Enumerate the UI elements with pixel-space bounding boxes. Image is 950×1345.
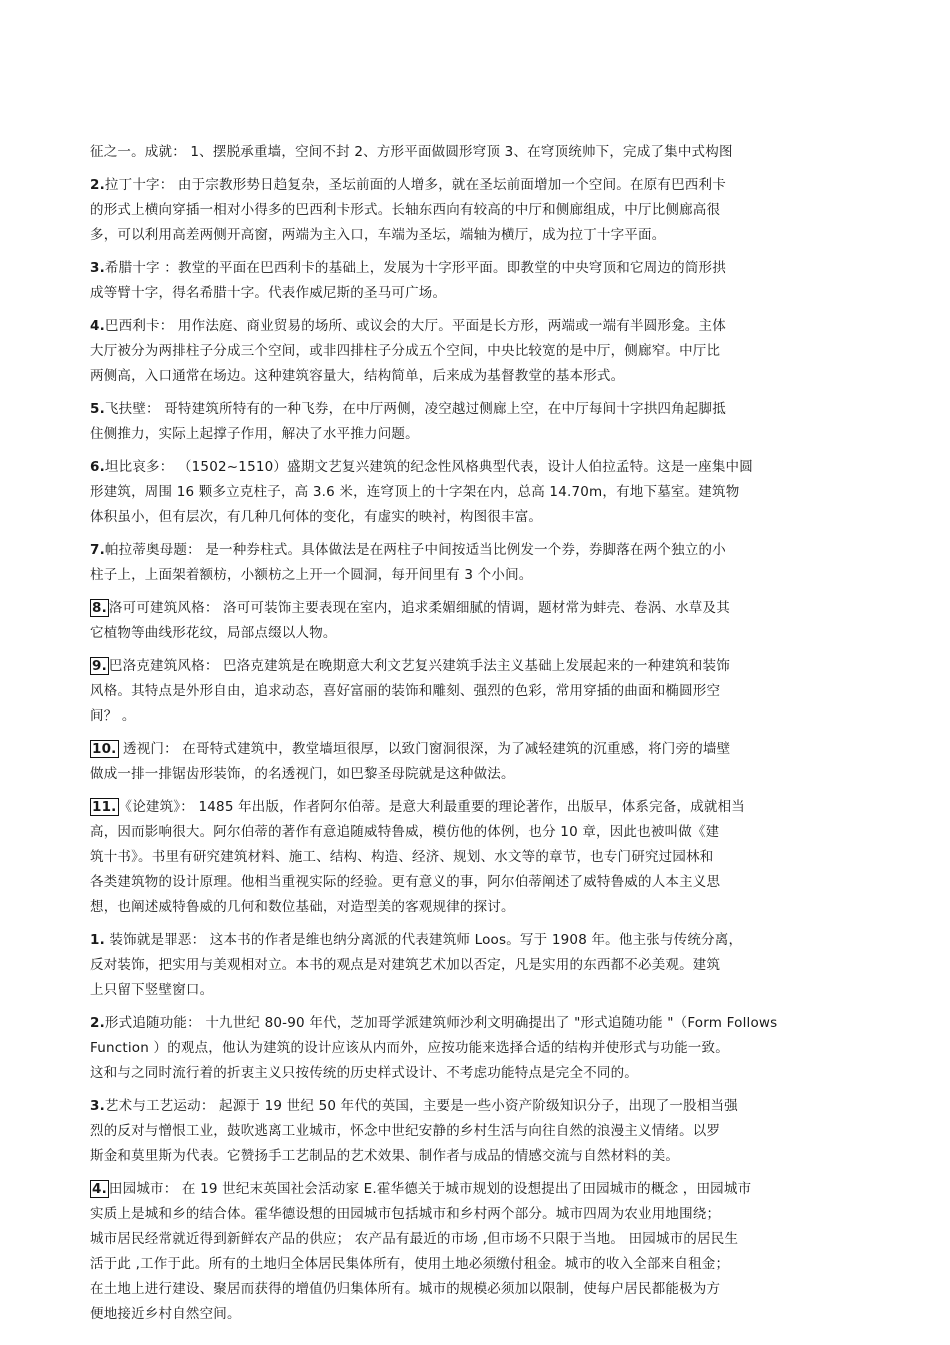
text-line <box>90 339 862 364</box>
line-text: 斯金和莫里斯为代表。它赞扬手工艺制品的艺术效果、制作者与成品的情感交流与自然材料的美。 <box>90 1148 680 1164</box>
line-text: 艺术与工艺运动： 起源于 19 世纪 50 年代的英国，主要是一些小资产阶级知识分子，出现了一股相当强 <box>104 1098 738 1114</box>
paragraph-q4 <box>90 1177 862 1327</box>
text-line <box>90 1277 862 1302</box>
text-line <box>90 621 862 646</box>
line-text: 高，因而影响很大。阿尔伯蒂的著作有意追随威特鲁威，模仿他的体例，也分 10 章，因此也被叫做《建 <box>90 824 720 840</box>
text-line <box>90 563 862 588</box>
line-text: 体积虽小，但有层次，有几种几何体的变化，有虚实的映衬，构图很丰富。 <box>90 509 543 525</box>
line-text: 帕拉蒂奥母题： 是一种券柱式。具体做法是在两柱子中间按适当比例发一个券，券脚落在两个独立的小 <box>104 542 726 558</box>
line-text: 装饰就是罪恶： 这本书的作者是维也纳分离派的代表建筑师 Loos。写于 1908 年。他主张与传统分离， <box>104 932 743 948</box>
line-text: 的形式上横向穿插一相对小得多的巴西利卡形式。长轴东西向有较高的中厅和侧廊组成，中厅比侧廊高很 <box>90 202 721 218</box>
item-number: 7. <box>90 542 105 558</box>
line-text: 想，也阐述威特鲁威的几何和数位基础，对造型美的客观规律的探讨。 <box>90 899 515 915</box>
line-text: 巴西利卡： 用作法庭、商业贸易的场所、或议会的大厅。平面是长方形，两端或一端有半圆形龛。主体 <box>104 318 726 334</box>
text-line <box>90 538 862 563</box>
text-line <box>90 397 862 422</box>
text-line <box>90 762 862 787</box>
text-line <box>90 455 862 480</box>
paragraph-p1 <box>90 140 862 165</box>
line-text: 各类建筑物的设计原理。他相当重视实际的经验。更有意义的事，阿尔伯蒂阐述了威特鲁威的人本主义思 <box>90 874 721 890</box>
text-line <box>90 1094 862 1119</box>
paragraph-p5 <box>90 397 862 447</box>
paragraph-p3 <box>90 256 862 306</box>
line-text: 透视门： 在哥特式建筑中，教堂墙垣很厚，以致门窗洞很深，为了减轻建筑的沉重感，将门旁的墙壁 <box>118 741 731 757</box>
text-line <box>90 953 862 978</box>
text-line <box>90 820 862 845</box>
item-number: 1. <box>90 932 105 948</box>
text-line <box>90 1036 862 1061</box>
line-text: 洛可可建筑风格： 洛可可装饰主要表现在室内，追求柔媚细腻的情调，题材常为蚌壳、卷涡、水草及其 <box>108 600 730 616</box>
paragraph-p9 <box>90 654 862 729</box>
line-text: 在土地上进行建设、聚居而获得的增值仍归集体所有。城市的规模必须加以限制，使每户居民都能极为方 <box>90 1281 721 1297</box>
line-text: 巴洛克建筑风格： 巴洛克建筑是在晚期意大利文艺复兴建筑手法主义基础上发展起来的一种建筑和装饰 <box>108 658 730 674</box>
line-text: Function ）的观点，他认为建筑的设计应该从内而外，应按功能来选择合适的结构并使形式与功能一致。 <box>90 1040 729 1056</box>
text-line <box>90 845 862 870</box>
line-text: 做成一排一排锯齿形装饰，的名透视门，如巴黎圣母院就是这种做法。 <box>90 766 515 782</box>
document-page <box>90 140 862 1335</box>
line-text: 反对装饰，把实用与美观相对立。本书的观点是对建筑艺术加以否定，凡是实用的东西都不必美观。建筑 <box>90 957 721 973</box>
text-line <box>90 505 862 530</box>
line-text: 形式追随功能： 十九世纪 80-90 年代，芝加哥学派建筑师沙利文明确提出了 "形式追随功能 "（Form Follows <box>104 1015 778 1031</box>
text-line <box>90 1061 862 1086</box>
text-line <box>90 1119 862 1144</box>
item-number: 4. <box>92 1181 107 1197</box>
text-line <box>90 737 862 762</box>
text-line <box>90 1227 862 1252</box>
line-text: 飞扶壁： 哥特建筑所特有的一种飞券，在中厅两侧，凌空越过侧廊上空，在中厅每间十字拱四角起脚抵 <box>104 401 726 417</box>
paragraph-q2 <box>90 1011 862 1086</box>
line-text: 征之一。成就： 1、摆脱承重墙，空间不封 2、方形平面做圆形穹顶 3、在穹顶统帅下，完成了集中式构图 <box>90 144 733 160</box>
line-text: 筑十书》。书里有研究建筑材料、施工、结构、构造、经济、规划、水文等的章节，也专门研究过园林和 <box>90 849 714 865</box>
line-text: 上只留下竖壁窗口。 <box>90 982 214 998</box>
text-line <box>90 140 862 165</box>
item-number: 11. <box>92 799 117 815</box>
text-line <box>90 1177 862 1202</box>
text-line <box>90 895 862 920</box>
text-line <box>90 422 862 447</box>
paragraph-p7 <box>90 538 862 588</box>
line-text: 这和与之同时流行着的折衷主义只按传统的历史样式设计、不考虑功能特点是完全不同的。 <box>90 1065 638 1081</box>
text-line <box>90 256 862 281</box>
text-line <box>90 223 862 248</box>
paragraph-p8 <box>90 596 862 646</box>
line-text: 住侧推力，实际上起撑子作用，解决了水平推力问题。 <box>90 426 419 442</box>
line-text: 实质上是城和乡的结合体。霍华德设想的田园城市包括城市和乡村两个部分。城市四周为农业用地围绕； <box>90 1206 721 1222</box>
item-number: 3. <box>90 1098 105 1114</box>
line-text: 多，可以利用高差两侧开高窗，两端为主入口，车端为圣坛，端轴为横厅，成为拉丁十字平面。 <box>90 227 666 243</box>
text-line <box>90 1144 862 1169</box>
text-line <box>90 1202 862 1227</box>
line-text: 烈的反对与憎恨工业，鼓吹逃离工业城市，怀念中世纪安静的乡村生活与向往自然的浪漫主义情绪。以罗 <box>90 1123 721 1139</box>
text-line <box>90 795 862 820</box>
line-text: 拉丁十字： 由于宗教形势日趋复杂，圣坛前面的人增多，就在圣坛前面增加一个空间。在原有巴西利卡 <box>104 177 726 193</box>
line-text: 田园城市： 在 19 世纪末英国社会活动家 E.霍华德关于城市规划的设想提出了田园城市的概念 ，田园城市 <box>108 1181 752 1197</box>
text-line <box>90 654 862 679</box>
line-text: 它植物等曲线形花纹，局部点缀以人物。 <box>90 625 337 641</box>
paragraph-p11 <box>90 795 862 920</box>
text-line <box>90 198 862 223</box>
line-text: 希腊十字 ：教堂的平面在巴西利卡的基础上，发展为十字形平面。即教堂的中央穹顶和它周边的筒形拱 <box>104 260 726 276</box>
paragraph-p4 <box>90 314 862 389</box>
text-line <box>90 679 862 704</box>
text-line <box>90 1252 862 1277</box>
line-text: 城市居民经常就近得到新鲜农产品的供应； 农产品有最近的市场 ,但市场不只限于当地。 田园城市的居民生 <box>90 1231 739 1247</box>
paragraph-q1 <box>90 928 862 1003</box>
item-number: 6. <box>90 459 105 475</box>
line-text: 柱子上，上面架着额枋，小额枋之上开一个圆洞，每开间里有 3 个小间。 <box>90 567 533 583</box>
line-text: 《论建筑》： 1485 年出版，作者阿尔伯蒂。是意大利最重要的理论著作，出版早，体系完备，成就相当 <box>118 799 746 815</box>
paragraph-p6 <box>90 455 862 530</box>
item-number: 10. <box>92 741 117 757</box>
item-number: 8. <box>92 600 107 616</box>
line-text: 两侧高，入口通常在场边。这种建筑容量大，结构简单，后来成为基督教堂的基本形式。 <box>90 368 625 384</box>
item-number: 3. <box>90 260 105 276</box>
text-line <box>90 928 862 953</box>
text-line <box>90 1302 862 1327</box>
item-number: 2. <box>90 177 105 193</box>
item-number: 9. <box>92 658 107 674</box>
text-line <box>90 480 862 505</box>
item-number: 4. <box>90 318 105 334</box>
line-text: 形建筑，周围 16 颗多立克柱子，高 3.6 米，连穹顶上的十字架在内，总高 14.70m，有地下墓室。建筑物 <box>90 484 740 500</box>
line-text: 活于此 ,工作于此。所有的土地归全体居民集体所有，使用土地必须缴付租金。城市的收入全部来自租金； <box>90 1256 730 1272</box>
text-line <box>90 704 862 729</box>
line-text: 间？ 。 <box>90 708 136 724</box>
text-line <box>90 596 862 621</box>
line-text: 成等臂十字，得名希腊十字。代表作威尼斯的圣马可广场。 <box>90 285 447 301</box>
text-line <box>90 173 862 198</box>
item-number: 2. <box>90 1015 105 1031</box>
line-text: 便地接近乡村自然空间。 <box>90 1306 241 1322</box>
text-line <box>90 364 862 389</box>
text-line <box>90 1011 862 1036</box>
item-number: 5. <box>90 401 105 417</box>
text-line <box>90 281 862 306</box>
line-text: 坦比哀多： （1502~1510）盛期文艺复兴建筑的纪念性风格典型代表，设计人伯拉孟特。这是一座集中圆 <box>104 459 753 475</box>
paragraph-p2 <box>90 173 862 248</box>
paragraph-p10 <box>90 737 862 787</box>
text-line <box>90 314 862 339</box>
paragraph-q3 <box>90 1094 862 1169</box>
line-text: 风格。其特点是外形自由，追求动态，喜好富丽的装饰和雕刻、强烈的色彩，常用穿插的曲面和椭圆形空 <box>90 683 721 699</box>
text-line <box>90 870 862 895</box>
line-text: 大厅被分为两排柱子分成三个空间，或非四排柱子分成五个空间，中央比较宽的是中厅，侧廊窄。中厅比 <box>90 343 721 359</box>
text-line <box>90 978 862 1003</box>
